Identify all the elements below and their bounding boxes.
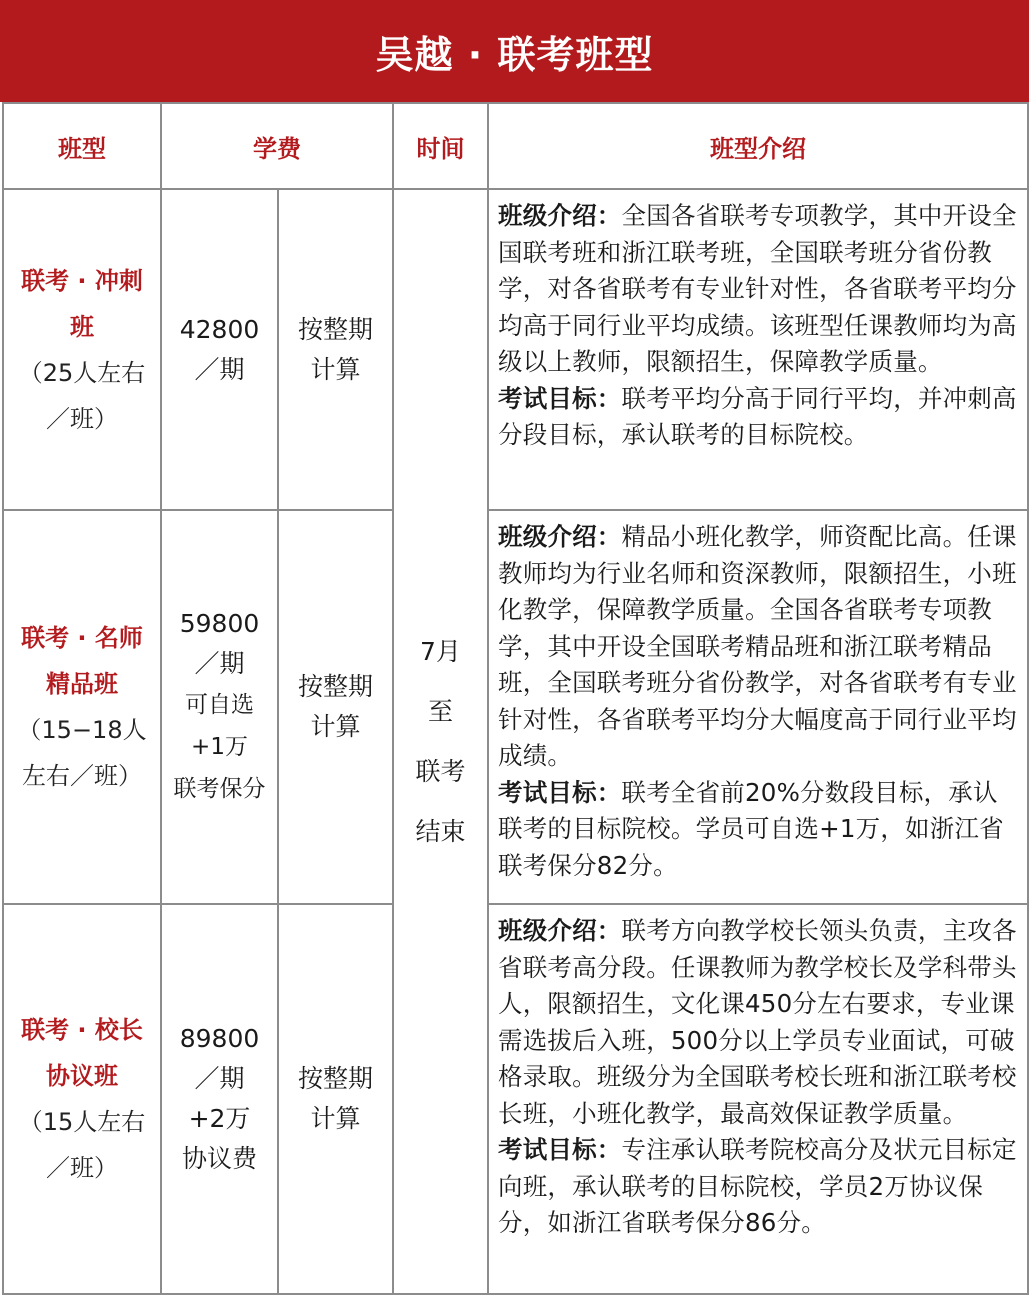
- goal-text: 联考全省前20%分数段目标，承认联考的目标院校。学员可自选+1万，如浙江省联考保分82分。: [498, 777, 1004, 880]
- fee-extra: 可自选: [185, 692, 254, 718]
- intro-text: 全国各省联考专项教学，其中开设全国联考班和浙江联考班，全国联考班分省份教学，对各省联考有专业针对性，各省联考平均分均高于同行业平均成绩。该班型任课教师均为高级以上教师，限额招生，保障教学质量。: [498, 201, 1017, 376]
- intro-text: 精品小班化教学，师资配比高。任课教师均为行业名师和资深教师，限额招生，小班化教学，保障教学质量。全国各省联考专项教学，其中开设全国联考精品班和浙江联考精品班，全国联考班分省份教学，对各省联考有专业针对性，各省联考平均分大幅度高于同行业平均成绩。: [498, 522, 1017, 770]
- billing-line: 按整期: [297, 1064, 373, 1093]
- class-size-line: （15人左右: [18, 1108, 146, 1136]
- fee-unit: ／期: [194, 1064, 245, 1093]
- table-row: [3, 904, 1028, 1294]
- fee-extra: +1万: [191, 734, 248, 760]
- class-table: [2, 102, 1029, 1295]
- class-size-line: ／班）: [46, 1154, 118, 1182]
- goal-text: 专注承认联考院校高分及状元目标定向班，承认联考的目标院校，学员2万协议保分，如浙江省联考保分86分。: [498, 1135, 1017, 1237]
- goal-text: 联考平均分高于同行平均，并冲刺高分段目标，承认联考的目标院校。: [498, 383, 1017, 449]
- time-line: 至: [427, 696, 453, 726]
- table-row: [3, 189, 1028, 510]
- class-name-line: 协议班: [46, 1062, 118, 1090]
- header-row: [3, 103, 1028, 189]
- intro-cell: [488, 189, 1028, 510]
- time-line: 7月: [420, 636, 461, 666]
- time-line: 联考: [415, 756, 466, 786]
- class-name-line: 精品班: [46, 670, 118, 698]
- intro-label: 班级介绍：: [498, 522, 622, 551]
- table-row: [3, 510, 1028, 904]
- class-name-cell: [3, 904, 161, 1294]
- fee-amount: 42800: [179, 314, 260, 344]
- fee-amount: 89800: [179, 1024, 260, 1053]
- header-fee: 学费: [161, 103, 393, 189]
- class-name-cell: [3, 510, 161, 904]
- class-name-line: 班: [70, 312, 94, 341]
- intro-label: 班级介绍：: [498, 201, 622, 230]
- fee-cell: [161, 510, 278, 904]
- intro-cell: [488, 510, 1028, 904]
- class-size-line: ／班）: [46, 404, 118, 433]
- time-cell: [393, 189, 488, 1294]
- goal-label: 考试目标：: [498, 1135, 622, 1164]
- header-time: 时间: [393, 103, 488, 189]
- billing-line: 计算: [310, 712, 361, 741]
- class-size-line: 左右／班）: [22, 762, 142, 790]
- billing-cell: [278, 904, 393, 1294]
- fee-extra: +2万: [188, 1104, 251, 1133]
- class-size-line: （25人左右: [18, 358, 146, 387]
- fee-extra: 联考保分: [173, 776, 266, 802]
- intro-cell: [488, 904, 1028, 1294]
- intro-text: 联考方向教学校长领头负责，主攻各省联考高分段。任课教师为教学校长及学科带头人，限额招生，文化课450分左右要求，专业课需选拔后入班，500分以上学员专业面试，可破格录取。班级分为全国联考校长班和浙江联考校长班，小班化教学，最高效保证教学质量。: [498, 916, 1017, 1128]
- page-title: 吴越 · 联考班型: [0, 0, 1029, 102]
- class-name-line: 联考 · 校长: [21, 1016, 143, 1044]
- billing-cell: [278, 189, 393, 510]
- goal-label: 考试目标：: [498, 777, 622, 807]
- billing-line: 计算: [310, 354, 361, 384]
- class-size-line: （15−18人: [17, 716, 147, 744]
- intro-label: 班级介绍：: [498, 916, 622, 945]
- class-name-line: 联考 · 冲刺: [21, 266, 143, 295]
- fee-extra: 协议费: [181, 1144, 257, 1173]
- fee-cell: [161, 189, 278, 510]
- fee-cell: [161, 904, 278, 1294]
- billing-cell: [278, 510, 393, 904]
- fee-amount: 59800: [179, 609, 260, 638]
- header-type: 班型: [3, 103, 161, 189]
- billing-line: 按整期: [297, 314, 373, 344]
- billing-line: 按整期: [297, 672, 373, 701]
- time-line: 结束: [415, 816, 466, 846]
- billing-line: 计算: [310, 1104, 361, 1133]
- fee-unit: ／期: [194, 649, 245, 678]
- fee-unit: ／期: [194, 354, 245, 384]
- header-intro: 班型介绍: [488, 103, 1028, 189]
- class-name-cell: [3, 189, 161, 510]
- goal-label: 考试目标：: [498, 383, 622, 413]
- class-name-line: 联考 · 名师: [21, 624, 143, 652]
